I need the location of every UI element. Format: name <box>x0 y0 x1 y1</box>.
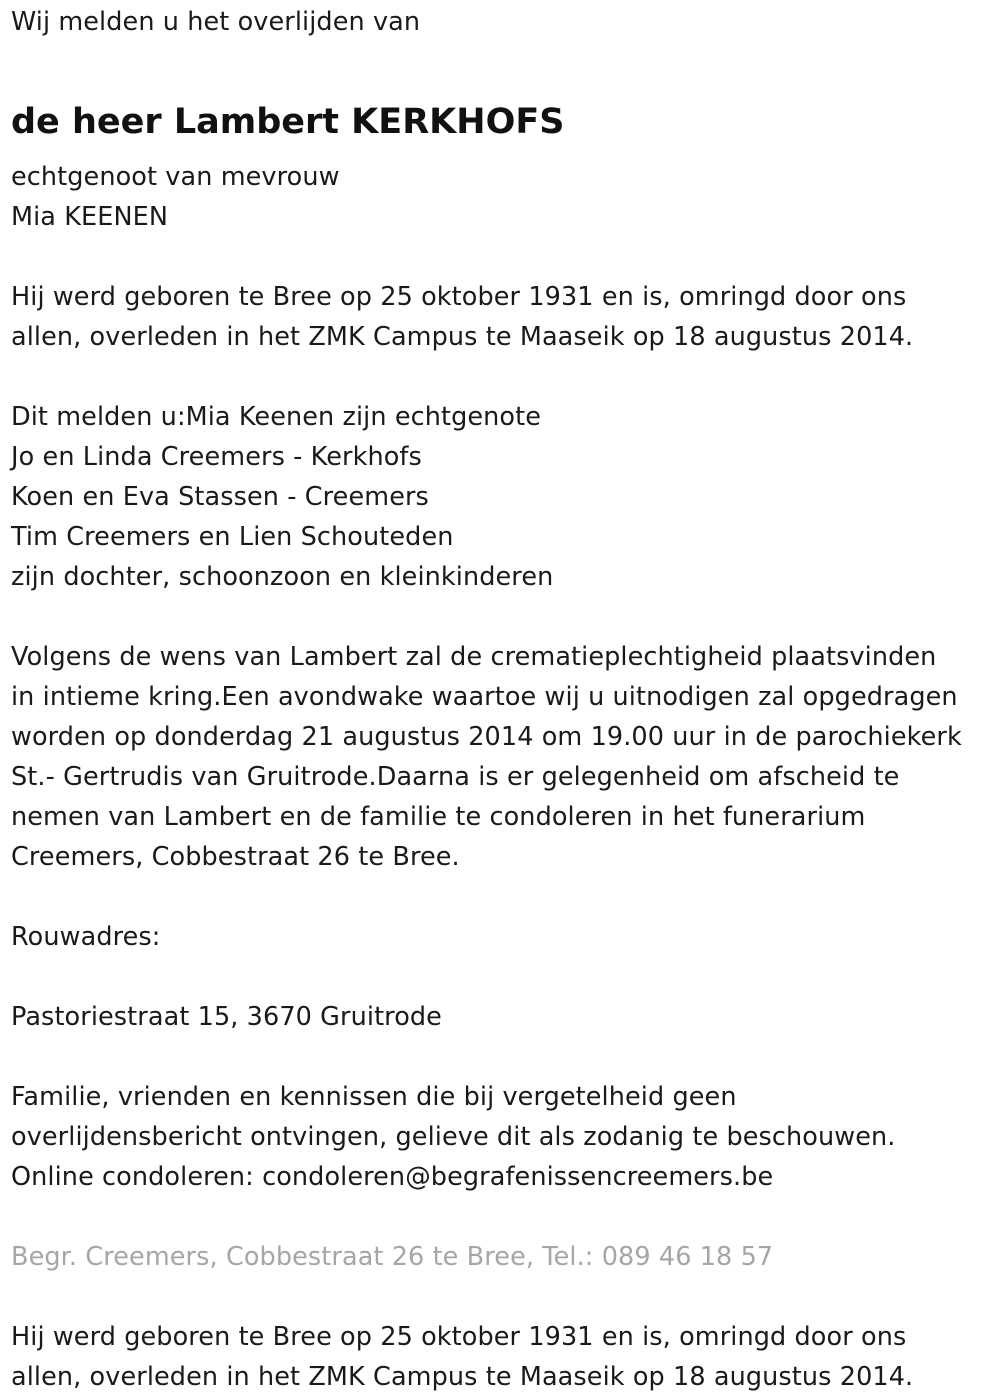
family-line: Dit melden u:Mia Keenen zijn echtgenote <box>11 402 542 432</box>
funeral-home-info: Begr. Creemers, Cobbestraat 26 te Bree, Tel.: 089 46 18 57 <box>11 1242 774 1272</box>
spouse-line: echtgenoot van mevrouw <box>11 162 340 192</box>
ceremony-paragraph <box>11 637 996 877</box>
paragraph-line: overlijdensbericht ontvingen, gelieve dit als zodanig te beschouwen. <box>11 1122 896 1152</box>
paragraph-line: worden op donderdag 21 augustus 2014 om 19.00 uur in de parochiekerk <box>11 722 962 752</box>
paragraph-line: nemen van Lambert en de familie te condoleren in het funerarium <box>11 802 866 832</box>
spacer <box>11 1197 996 1237</box>
spacer <box>11 1277 996 1317</box>
paragraph-line: Familie, vrienden en kennissen die bij vergetelheid geen <box>11 1082 737 1112</box>
family-line: Jo en Linda Creemers - Kerkhofs <box>11 442 422 472</box>
paragraph-line: Volgens de wens van Lambert zal de crematieplechtigheid plaatsvinden <box>11 642 937 672</box>
spacer <box>11 357 996 397</box>
spacer <box>11 877 996 917</box>
paragraph-line: allen, overleden in het ZMK Campus te Maaseik op 18 augustus 2014. <box>11 1362 914 1392</box>
spacer <box>11 957 996 997</box>
paragraph-line: Hij werd geboren te Bree op 25 oktober 1931 en is, omringd door ons <box>11 1322 907 1352</box>
spacer <box>11 237 996 277</box>
mourning-address: Pastoriestraat 15, 3670 Gruitrode <box>11 1002 442 1032</box>
paragraph-line: in intieme kring.Een avondwake waartoe wij u uitnodigen zal opgedragen <box>11 682 958 712</box>
birth-death-paragraph <box>11 277 996 357</box>
paragraph-line: allen, overleden in het ZMK Campus te Maaseik op 18 augustus 2014. <box>11 322 914 352</box>
paragraph-line: Hij werd geboren te Bree op 25 oktober 1931 en is, omringd door ons <box>11 282 907 312</box>
family-line: Tim Creemers en Lien Schouteden <box>11 522 454 552</box>
deceased-name: de heer Lambert KERKHOFS <box>11 102 565 142</box>
spacer <box>11 1037 996 1077</box>
paragraph-line: Creemers, Cobbestraat 26 te Bree. <box>11 842 460 872</box>
family-block <box>11 397 996 597</box>
condolence-line: Online condoleren: condoleren@begrafenissencreemers.be <box>11 1162 774 1192</box>
death-notice <box>11 0 996 1397</box>
intro-text: Wij melden u het overlijden van <box>11 7 421 37</box>
family-line: zijn dochter, schoonzoon en kleinkinderen <box>11 562 554 592</box>
spacer <box>11 597 996 637</box>
spouse-block <box>11 157 996 237</box>
family-line: Koen en Eva Stassen - Creemers <box>11 482 429 512</box>
spouse-name: Mia KEENEN <box>11 202 169 232</box>
mourning-address-label: Rouwadres: <box>11 922 161 952</box>
closing-paragraph <box>11 1077 996 1197</box>
repeat-paragraph <box>11 1317 996 1397</box>
paragraph-line: St.- Gertrudis van Gruitrode.Daarna is er gelegenheid om afscheid te <box>11 762 900 792</box>
